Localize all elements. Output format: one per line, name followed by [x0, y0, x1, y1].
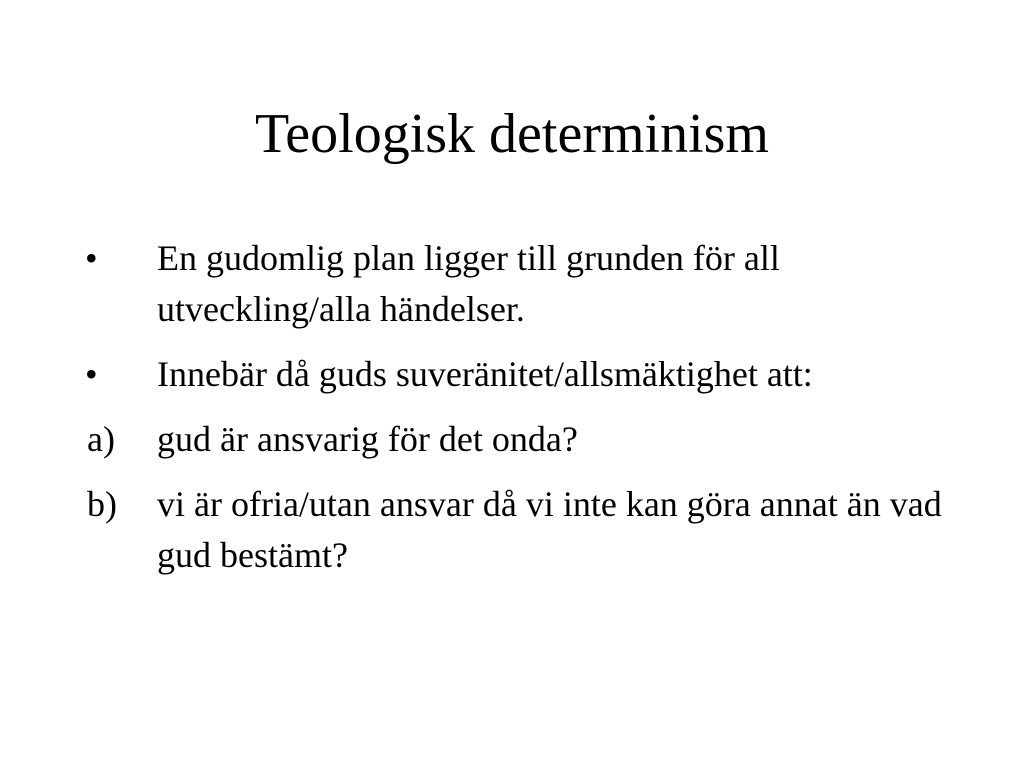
letter-marker: a): [87, 419, 115, 459]
bullet-marker: •: [85, 238, 98, 278]
list-item: [82, 479, 942, 581]
item-list: [82, 233, 942, 595]
slide-title: Teologisk determinism: [254, 103, 769, 165]
list-item-text: Innebär då guds suveränitet/allsmäktighet att:: [157, 354, 813, 394]
list-item-text: En gudomlig plan ligger till grunden för all utveckling/alla händelser.: [157, 238, 780, 329]
list-item: [82, 233, 942, 335]
list-item: [82, 349, 942, 400]
letter-marker: b): [87, 484, 117, 524]
bullet-marker: •: [85, 354, 98, 394]
list-item-text: vi är ofria/utan ansvar då vi inte kan göra annat än vad gud bestämt?: [157, 484, 942, 575]
list-item: [82, 414, 942, 465]
list-item-text: gud är ansvarig för det onda?: [157, 419, 578, 459]
